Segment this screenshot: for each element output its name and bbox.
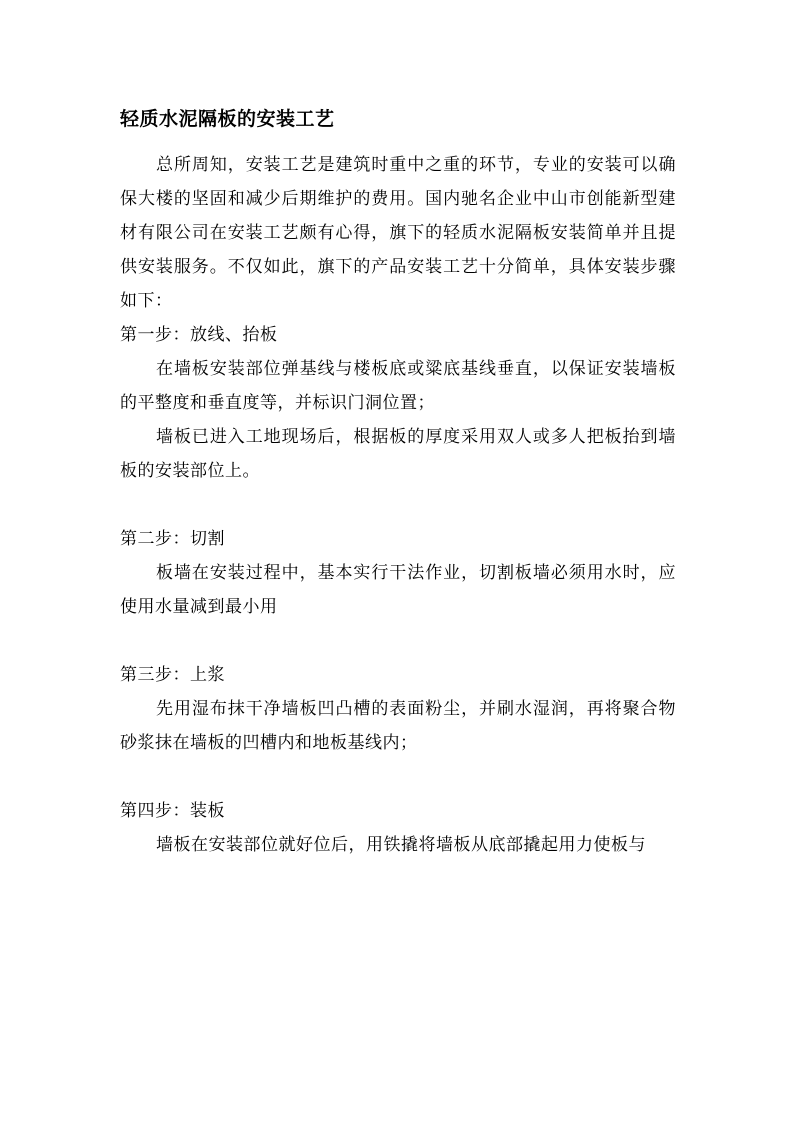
step-3-heading: 第三步：上浆 bbox=[120, 665, 225, 685]
step-1-paragraph-1: 在墙板安装部位弹基线与楼板底或粱底基线垂直，以保证安装墙板的平整度和垂直度等，并标识门洞位置； bbox=[120, 359, 676, 413]
step-1-paragraph-2: 墙板已进入工地现场后，根据板的厚度采用双人或多人把板抬到墙板的安装部位上。 bbox=[120, 427, 676, 481]
step-4-paragraph-1: 墙板在安装部位就好位后，用铁撬将墙板从底部撬起用力使板与 bbox=[156, 835, 646, 855]
step-2-heading: 第二步：切割 bbox=[120, 529, 225, 549]
intro-paragraph: 总所周知，安装工艺是建筑时重中之重的环节，专业的安装可以确保大楼的坚固和减少后期维护的费用。国内驰名企业中山市创能新型建材有限公司在安装工艺颇有心得，旗下的轻质水泥隔板安装简单并且提供安装服务。不仅如此，旗下的产品安装工艺十分简单，具体安装步骤如下： bbox=[120, 155, 676, 311]
spacer bbox=[120, 760, 676, 794]
spacer bbox=[120, 488, 676, 522]
step-2-paragraph-1: 板墙在安装过程中，基本实行干法作业，切割板墙必须用水时，应使用水量减到最小用 bbox=[120, 563, 676, 617]
document-body bbox=[120, 104, 676, 862]
step-3-paragraph-1: 先用湿布抹干净墙板凹凸槽的表面粉尘，并刷水湿润，再将聚合物砂浆抹在墙板的凹槽内和地板基线内； bbox=[120, 699, 676, 753]
step-1-heading: 第一步：放线、抬板 bbox=[120, 325, 278, 345]
step-4-heading: 第四步：装板 bbox=[120, 801, 225, 821]
spacer bbox=[120, 624, 676, 658]
document-title: 轻质水泥隔板的安装工艺 bbox=[120, 108, 335, 130]
